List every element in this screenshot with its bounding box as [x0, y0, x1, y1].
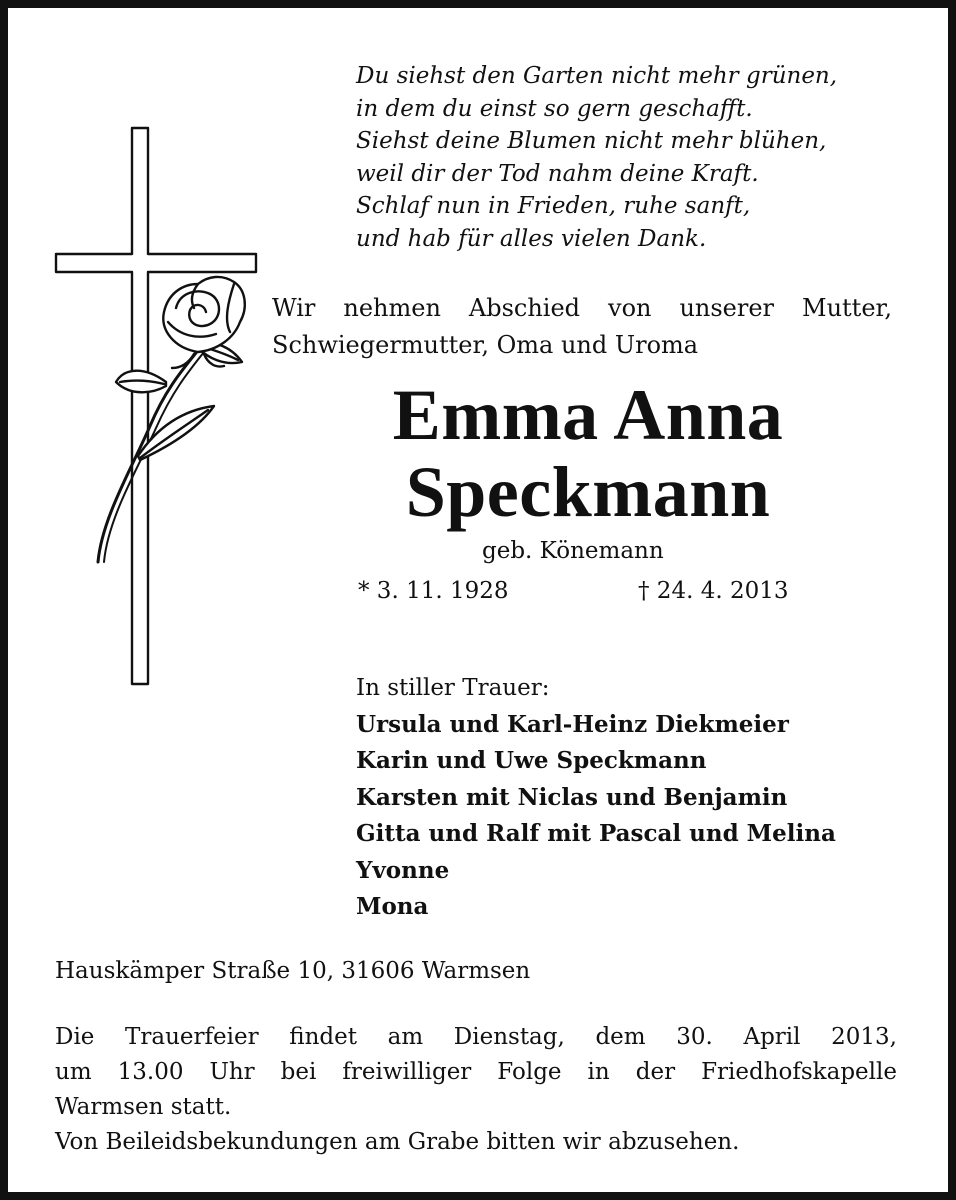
poem-line: und hab für alles vielen Dank.: [356, 225, 707, 252]
deceased-name-last: Speckmann: [405, 452, 771, 532]
death-date: † 24. 4. 2013: [638, 578, 789, 604]
service-line: Warmsen statt.: [55, 1094, 232, 1120]
mourners-heading: In stiller Trauer:: [356, 675, 550, 701]
mourner-family: Gitta und Ralf mit Pascal und Melina: [356, 820, 836, 847]
birth-date: * 3. 11. 1928: [358, 578, 509, 604]
service-line: Von Beileidsbekundungen am Grabe bitten wir abzusehen.: [55, 1129, 740, 1155]
deceased-name-first: Emma Anna: [392, 375, 784, 455]
intro-line: Schwiegermutter, Oma und Uroma: [272, 331, 699, 359]
maiden-name: geb. Könemann: [482, 538, 664, 564]
mourner-family: Karsten mit Niclas und Benjamin: [356, 783, 788, 811]
poem-line: Schlaf nun in Frieden, ruhe sanft,: [356, 193, 751, 219]
poem-line: weil dir der Tod nahm deine Kraft.: [356, 160, 759, 187]
mourner-family: Yvonne: [356, 856, 450, 884]
mourner-family: Karin und Uwe Speckmann: [356, 747, 707, 774]
mourner-family: Ursula und Karl-Heinz Diekmeier: [356, 710, 789, 738]
funeral-service-info: [55, 1020, 897, 1160]
farewell-intro: [272, 290, 892, 364]
memorial-poem: [356, 60, 837, 255]
mourners-list: [356, 670, 836, 926]
service-line: Die Trauerfeier findet am Dienstag, dem 30. April 2013,: [55, 1024, 897, 1050]
poem-line: Siehst deine Blumen nicht mehr blühen,: [356, 128, 827, 154]
cross-with-rose-icon: [48, 126, 258, 698]
family-address: Hauskämper Straße 10, 31606 Warmsen: [55, 958, 531, 984]
intro-line: Wir nehmen Abschied von unserer Mutter,: [272, 294, 892, 322]
poem-line: in dem du einst so gern geschafft.: [356, 95, 753, 122]
service-line: um 13.00 Uhr bei freiwilliger Folge in der Friedhofskapelle: [55, 1059, 897, 1085]
mourner-family: Mona: [356, 893, 429, 920]
poem-line: Du siehst den Garten nicht mehr grünen,: [356, 63, 838, 89]
